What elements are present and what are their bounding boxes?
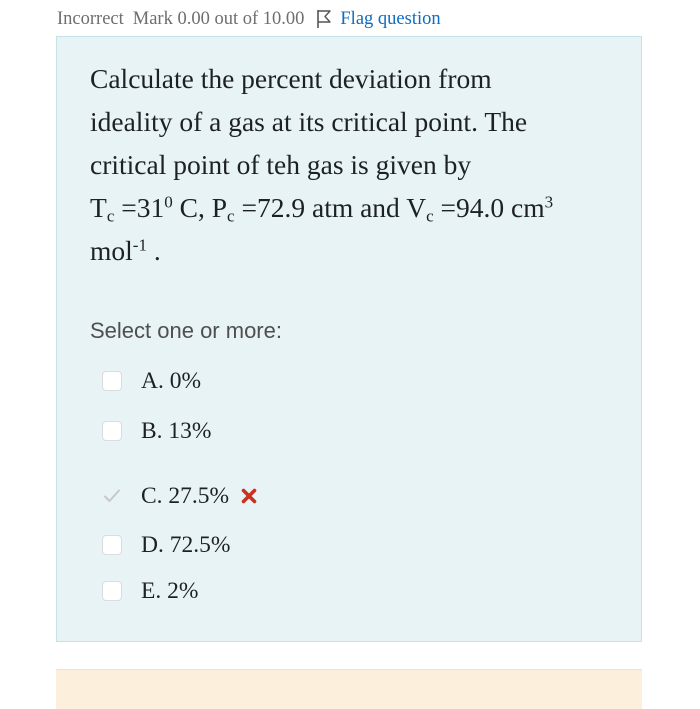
pressure-symbol: P [211,192,228,223]
answer-option-c[interactable] [102,482,602,510]
answer-label-e[interactable]: E. 2% [141,577,199,604]
answer-option-b[interactable] [102,417,602,445]
question-line-1: Calculate the percent deviation from [90,63,492,94]
temp-subscript: c [106,206,115,226]
cross-icon [241,488,257,504]
flag-question-label[interactable]: Flag question [340,8,441,29]
flag-outline-icon [316,9,332,29]
question-text [90,57,635,272]
volume-symbol: V [406,192,427,223]
check-icon [103,488,121,504]
temp-symbol: T [90,192,107,223]
mol-superscript: -1 [132,235,147,255]
answer-option-a[interactable] [102,367,602,395]
question-line-5 [90,229,635,272]
answer-label-b[interactable]: B. 13% [141,417,212,444]
answer-option-d[interactable] [102,531,602,559]
question-end: . [146,235,161,266]
volume-subscript: c [426,206,434,226]
answer-checkbox-b[interactable] [102,421,122,441]
answer-checkbox-d[interactable] [102,535,122,555]
answer-checkbox-a[interactable] [102,371,122,391]
question-state: Incorrect [57,8,124,29]
answer-label-d[interactable]: D. 72.5% [141,531,231,558]
answer-options [102,367,602,605]
question-box [56,36,642,642]
pressure-value: =72.9 atm and [234,192,407,223]
volume-value: =94.0 cm [433,192,545,223]
answer-option-e[interactable] [102,577,602,605]
temp-unit: C, [172,192,212,223]
volume-superscript: 3 [544,192,554,212]
answer-prompt: Select one or more: [90,318,282,343]
answer-label-a[interactable]: A. 0% [141,367,202,394]
feedback-box [56,669,642,709]
question-grade: Mark 0.00 out of 10.00 [132,8,305,29]
degree-superscript: 0 [164,192,173,212]
temp-value: =31 [114,192,165,223]
question-line-3: critical point of teh gas is given by [90,149,472,180]
answer-checkbox-c[interactable] [102,486,122,506]
flag-question-link[interactable] [316,9,440,30]
question-line-2: ideality of a gas at its critical point. The [90,106,528,137]
question-info [57,7,441,31]
answer-checkbox-e[interactable] [102,581,122,601]
pressure-subscript: c [227,206,235,226]
question-line-4 [90,186,635,229]
mol-unit: mol [90,235,133,266]
answer-label-c[interactable]: C. 27.5% [141,482,230,509]
